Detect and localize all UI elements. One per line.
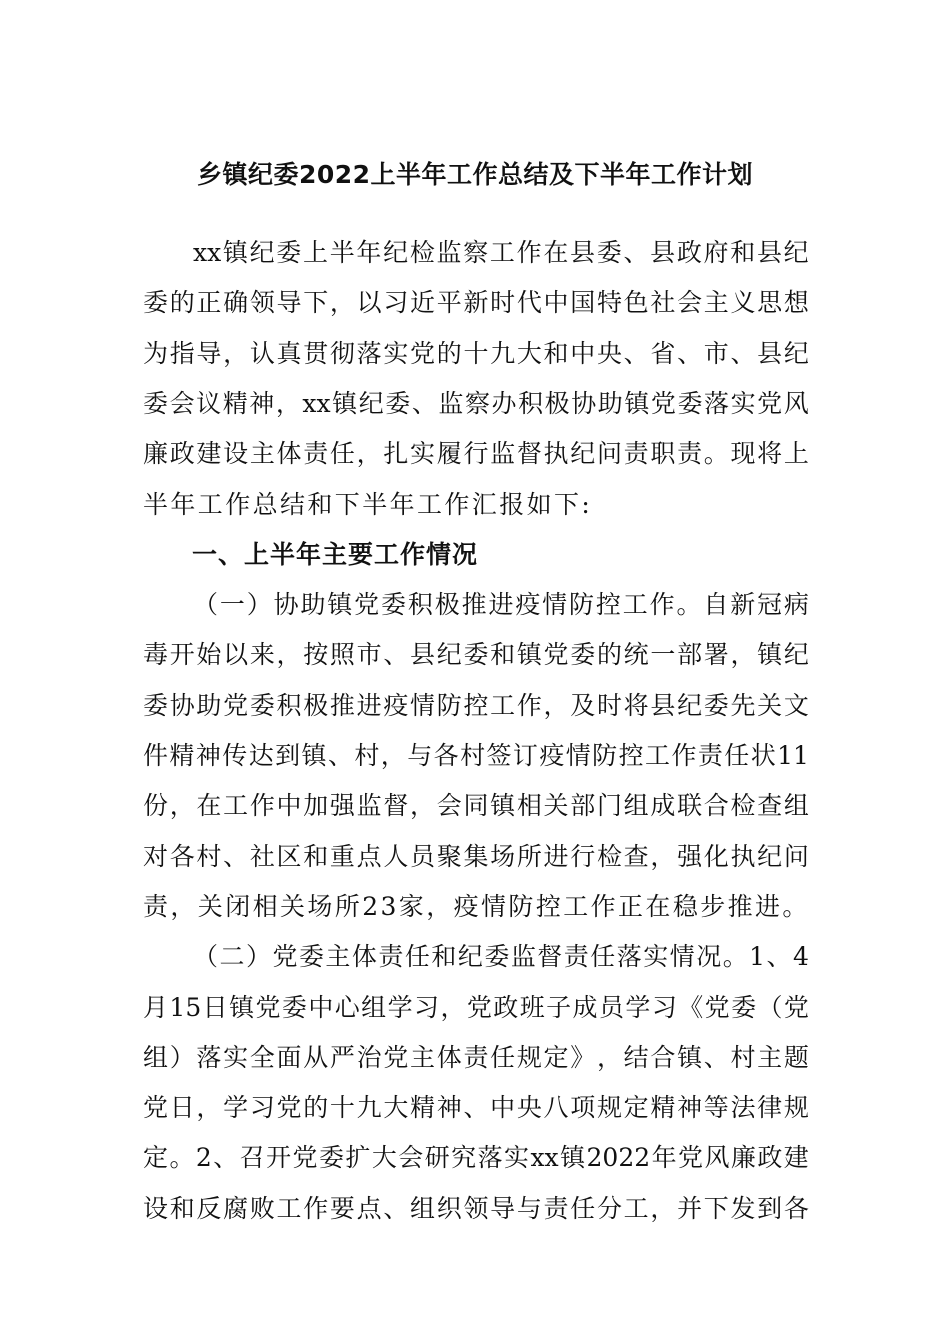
- paragraph-line: 对 各 村 、 社 区 和 重 点 人 员 聚 集 场 所 进 行 检 查 ， 强 化 执 纪 问: [143, 842, 809, 871]
- paragraph-line: 半年工作总结和下半年工作汇报如下:: [143, 490, 593, 519]
- paragraph-line: 定 。 2 、 召 开 党 委 扩 大 会 研 究 落 实 xx 镇 2022 年 党 风 廉 政 建: [143, 1143, 809, 1172]
- paragraph-line: 份 ， 在 工 作 中 加 强 监 督 ， 会 同 镇 相 关 部 门 组 成 联 合 检 查 组: [143, 791, 809, 820]
- paragraph-line: 组 ） 落 实 全 面 从 严 治 党 主 体 责 任 规 定 》 ， 结 合 镇 、 村 主 题: [143, 1043, 809, 1072]
- paragraph-line: （ 一 ） 协 助 镇 党 委 积 极 推 进 疫 情 防 控 工 作 。 自 新 冠 病: [193, 590, 809, 619]
- paragraph-line: 党 日 ， 学 习 党 的 十 九 大 精 神 、 中 央 八 项 规 定 精 神 等 法 律 规: [143, 1093, 809, 1122]
- paragraph-line: 毒 开 始 以 来 ， 按 照 市 、 县 纪 委 和 镇 党 委 的 统 一 部 署 ， 镇 纪: [143, 640, 809, 669]
- paragraph-line: 责，关闭相关场所23家，疫情防控工作正在稳步推进。: [143, 892, 810, 921]
- paragraph-line: 设 和 反 腐 败 工 作 要 点 、 组 织 领 导 与 责 任 分 工 ， 并 下 发 到 各: [143, 1194, 809, 1223]
- document-title: 乡镇纪委2022上半年工作总结及下半年工作计划: [196, 160, 754, 189]
- paragraph-line: 月 15 日 镇 党 委 中 心 组 学 习 ， 党 政 班 子 成 员 学 习 《 党 委 （ 党: [143, 993, 809, 1022]
- paragraph-line: 委 的 正 确 领 导 下 ， 以 习 近 平 新 时 代 中 国 特 色 社 会 主 义 思 想: [143, 288, 809, 317]
- paragraph-line: xx 镇 纪 委 上 半 年 纪 检 监 察 工 作 在 县 委 、 县 政 府 和 县 纪: [193, 238, 809, 267]
- paragraph-line: 为 指 导 ， 认 真 贯 彻 落 实 党 的 十 九 大 和 中 央 、 省 、 市 、 县 纪: [143, 339, 809, 368]
- paragraph-line: 委 会 议 精 神 ， xx 镇 纪 委 、 监 察 办 积 极 协 助 镇 党 委 落 实 党 风: [143, 389, 809, 418]
- paragraph-line: 委 协 助 党 委 积 极 推 进 疫 情 防 控 工 作 ， 及 时 将 县 纪 委 先 关 文: [143, 691, 809, 720]
- paragraph-line: 件 精 神 传 达 到 镇 、 村 ， 与 各 村 签 订 疫 情 防 控 工 作 责 任 状 11: [143, 741, 809, 770]
- paragraph-line: 廉 政 建 设 主 体 责 任 ， 扎 实 履 行 监 督 执 纪 问 责 职 责 。 现 将 上: [143, 439, 809, 468]
- section-heading: 一、上半年主要工作情况: [192, 540, 479, 569]
- paragraph-line: （ 二 ） 党 委 主 体 责 任 和 纪 委 监 督 责 任 落 实 情 况 。 1 、 4: [193, 942, 809, 971]
